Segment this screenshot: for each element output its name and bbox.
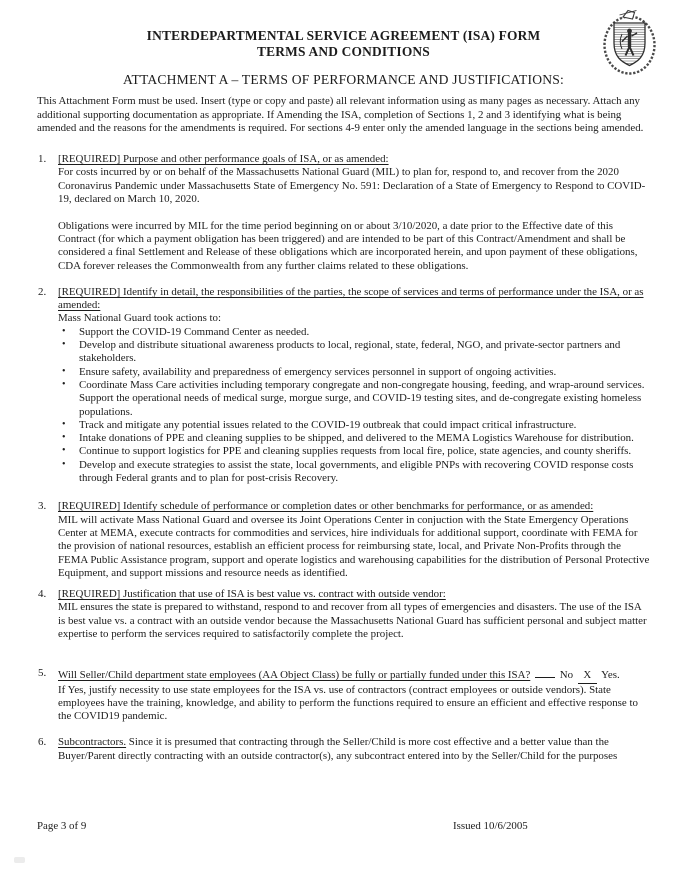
- list-item-text: Ensure safety, availability and preparedness of emergency services personnel in support of ongoing activities.: [79, 365, 557, 378]
- list-item-text: Intake donations of PPE and cleaning supplies to be shipped, and delivered to the MEMA Logistics Warehouse for distribution.: [79, 432, 634, 445]
- section-5: [37, 667, 650, 723]
- section-5-number: 5.: [38, 667, 47, 680]
- section-5-heading: Will Seller/Child department state employees (AA Object Class) be fully or partially funded under this ISA?: [58, 669, 531, 682]
- section-2: [37, 286, 650, 485]
- section-1: [37, 153, 650, 273]
- document-title: [37, 28, 650, 60]
- list-item: [58, 379, 650, 392]
- list-item-text: Develop and execute strategies to assist the state, local governments, and eligible PNPs with recovering COVID response costs through Federal grants and to plan for post-crisis Recovery.: [79, 458, 634, 485]
- bullet-icon: •: [62, 365, 66, 377]
- list-item-text: Support the operational needs of medical surge, morgue surge, and COVID-19 testing sites, and de-congregate existing homeless populations.: [79, 392, 642, 418]
- section-2-lead: Mass National Guard took actions to:: [58, 312, 222, 325]
- attachment-heading: ATTACHMENT A – TERMS OF PERFORMANCE AND JUSTIFICATIONS:: [122, 72, 565, 87]
- section-3-paragraph-1: MIL will activate Mass National Guard and oversee its Joint Operations Center in conjuction with the State Emergency Operations Center at MEMA, execute contracts for commodities and services, hire individuals for additional support, coordinate with FEMA for the provision of national resources, establish an efficient process for reimbursing state, local, and Private Non-Profits through the FEMA Public Assistance program, support and operate logistics and warehousing capabilities for the distribution of Personal Protective Equipment, and support missions and resource needs as identified.: [58, 513, 650, 579]
- list-item-text: Develop and distribute situational awareness products to local, regional, state, federal, NGO, and private-sector partners and stakeholders.: [79, 339, 621, 365]
- list-item-text: Track and mitigate any potential issues related to the COVID-19 outbreak that could impact critical infrastructure.: [79, 418, 577, 431]
- section-1-paragraph-2: Obligations were incurred by MIL for the time period beginning on or about 3/10/2020, a date prior to the Effective date of this Contract (for which a payment obligation has been triggered) and are intended to be part of this Contract/Amendment and shall be considered a final Settlement and Release of these obligations which are incorporated herein, and upon payment of these obligations, CDA forever releases the Commonwealth from any further claims related to these obligations.: [58, 219, 638, 272]
- x-mark: X: [583, 669, 592, 682]
- section-2-heading: [REQUIRED] Identify in detail, the responsibilities of the parties, the scope of services and terms of performance under the ISA, or as amended:: [58, 285, 644, 312]
- list-item: [58, 326, 650, 339]
- yes-label: Yes.: [601, 669, 620, 682]
- bullet-icon: •: [62, 325, 66, 337]
- list-item: [58, 432, 650, 445]
- issued-date: Issued 10/6/2005: [453, 820, 528, 832]
- section-1-heading: [REQUIRED] Purpose and other performance goals of ISA, or as amended:: [58, 153, 389, 166]
- bullet-icon: •: [62, 418, 66, 430]
- section-4-number: 4.: [38, 588, 47, 601]
- list-item-continuation: [58, 392, 650, 419]
- bullet-icon: •: [62, 339, 66, 351]
- section-6-number: 6.: [38, 736, 47, 749]
- list-item-text: Support the COVID-19 Command Center as needed.: [79, 325, 310, 338]
- page-number: Page 3 of 9: [37, 820, 87, 832]
- list-item: [58, 419, 650, 432]
- list-item: [58, 459, 650, 486]
- list-item-text: Coordinate Mass Care activities including temporary congregate and non-congregate housing, feeding, and wrap-around services.: [79, 378, 645, 391]
- no-answer-blank: [535, 667, 555, 678]
- section-5-question-row: [58, 667, 650, 683]
- section-3: [37, 500, 650, 580]
- scan-smudge: [14, 857, 25, 863]
- section-5-paragraph-1: If Yes, justify necessity to use state employees for the ISA vs. use of contractors (contract employees or outside vendors). State employees have the training, knowledge, and ability to perform the functions required to ensure an efficient and effective response to the COVID19 pandemic.: [58, 683, 638, 723]
- section-6-heading: Subcontractors.: [58, 736, 127, 749]
- section-2-number: 2.: [38, 285, 47, 298]
- yes-answer-blank: [578, 669, 597, 683]
- section-6-text: Since it is presumed that contracting through the Seller/Child is more cost effective and a better value than the Buyer/Parent directly contracting with an outside contractor(s), any subcontract entered into by the Seller/Child for the purposes: [58, 736, 618, 762]
- list-item: [58, 339, 650, 366]
- section-1-number: 1.: [38, 153, 47, 166]
- list-item: [58, 366, 650, 379]
- no-label: No: [559, 669, 574, 682]
- section-6: [37, 736, 650, 763]
- intro-paragraph: This Attachment Form must be used. Insert (type or copy and paste) all relevant information using as many pages as necessary. Attach any additional supporting documentation as appropriate. If Amending the ISA, completion of Sections 1, 2 and 3 identifying what is being amended and the reasons for the amendments is required. For sections 4-9 enter only the amended language in the sections being amended.: [37, 95, 644, 134]
- bullet-icon: •: [62, 458, 66, 470]
- section-4: [37, 588, 650, 641]
- section-6-paragraph: [58, 736, 650, 763]
- section-3-number: 3.: [38, 500, 47, 513]
- section-4-heading: [REQUIRED] Justification that use of ISA is best value vs. contract with outside vendor:: [58, 588, 446, 601]
- section-3-heading: [REQUIRED] Identify schedule of performance or completion dates or other benchmarks for performance, or as amended:: [58, 500, 594, 513]
- bullet-icon: •: [62, 378, 66, 390]
- bullet-icon: •: [62, 432, 66, 444]
- title-line-2: TERMS AND CONDITIONS: [257, 44, 430, 59]
- massachusetts-state-seal-icon: [603, 8, 656, 75]
- section-4-paragraph-1: MIL ensures the state is prepared to withstand, respond to and recover from all types of emergencies and disasters. The use of the ISA is best value vs. a contract with an outside vendor because the Massachusetts National Guard has sufficient personal and subject matter expertise to perform the services required to satisfactorily complete the project.: [58, 601, 647, 640]
- bullet-icon: •: [62, 445, 66, 457]
- list-item-text: Continue to support logistics for PPE and cleaning supplies requests from local fire, police, state agencies, and county sheriffs.: [79, 445, 632, 458]
- list-item: [58, 445, 650, 458]
- page-footer: [37, 820, 650, 836]
- title-line-1: INTERDEPARTMENTAL SERVICE AGREEMENT (ISA) FORM: [146, 28, 541, 43]
- section-1-paragraph-1: For costs incurred by or on behalf of the Massachusetts National Guard (MIL) to plan for, respond to, and recover from the 2020 Coronavirus Pandemic under Massachusetts State of Emergency No. 591: Declaration of a State of Emergency to Respond to COVID-19, declared on March 10, 2020.: [58, 166, 646, 206]
